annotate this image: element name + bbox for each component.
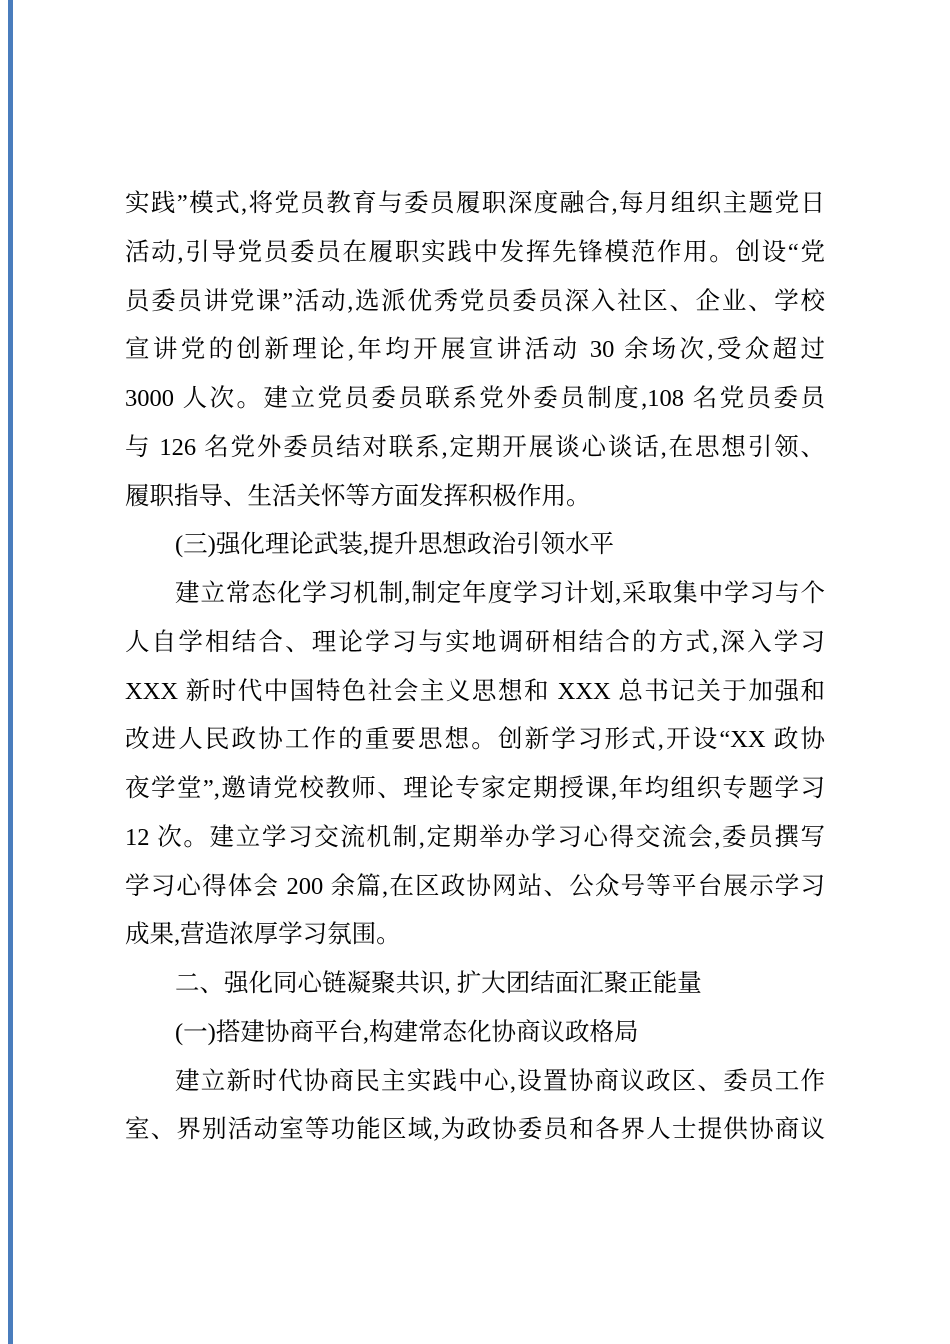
- doc-line: 夜学堂”,邀请党校教师、理论专家定期授课,年均组织专题学习: [125, 775, 825, 802]
- doc-line: 改进人民政协工作的重要思想。创新学习形式,开设“XX 政协: [125, 726, 825, 754]
- doc-line: 建立新时代协商民主实践中心,设置协商议政区、委员工作: [175, 1067, 825, 1095]
- doc-section-heading: (三)强化理论武装,提升思想政治引领水平: [175, 531, 614, 559]
- doc-line: 12 次。建立学习交流机制,定期举办学习心得交流会,委员撰写: [125, 823, 825, 851]
- page-edge-line: [8, 0, 13, 1344]
- doc-line: 成果,营造浓厚学习氛围。: [125, 921, 401, 949]
- doc-chapter-heading: 二、强化同心链凝聚共识, 扩大团结面汇聚正能量: [175, 970, 702, 997]
- doc-section-heading: (一)搭建协商平台,构建常态化协商议政格局: [175, 1018, 639, 1046]
- doc-line: 履职指导、生活关怀等方面发挥积极作用。: [125, 482, 591, 510]
- doc-line: 活动,引导党员委员在履职实践中发挥先锋模范作用。创设“党: [125, 238, 825, 266]
- doc-line: 员委员讲党课”活动,选派优秀党员委员深入社区、企业、学校: [125, 287, 825, 315]
- doc-line: 建立常态化学习机制,制定年度学习计划,采取集中学习与个: [175, 580, 825, 607]
- doc-line: 宣讲党的创新理论,年均开展宣讲活动 30 余场次,受众超过: [125, 336, 825, 364]
- doc-line: 与 126 名党外委员结对联系,定期开展谈心谈话,在思想引领、: [125, 433, 825, 461]
- doc-line: 人自学相结合、理论学习与实地调研相结合的方式,深入学习: [125, 628, 825, 656]
- doc-line: 室、界别活动室等功能区域,为政协委员和各界人士提供协商议: [125, 1116, 825, 1144]
- doc-line: 3000 人次。建立党员委员联系党外委员制度,108 名党员委员: [125, 385, 825, 412]
- doc-line: 学习心得体会 200 余篇,在区政协网站、公众号等平台展示学习: [125, 872, 825, 900]
- doc-line: XXX 新时代中国特色社会主义思想和 XXX 总书记关于加强和: [125, 677, 825, 705]
- document-text-block: [125, 180, 825, 1155]
- doc-line: 实践”模式,将党员教育与委员履职深度融合,每月组织主题党日: [125, 190, 825, 217]
